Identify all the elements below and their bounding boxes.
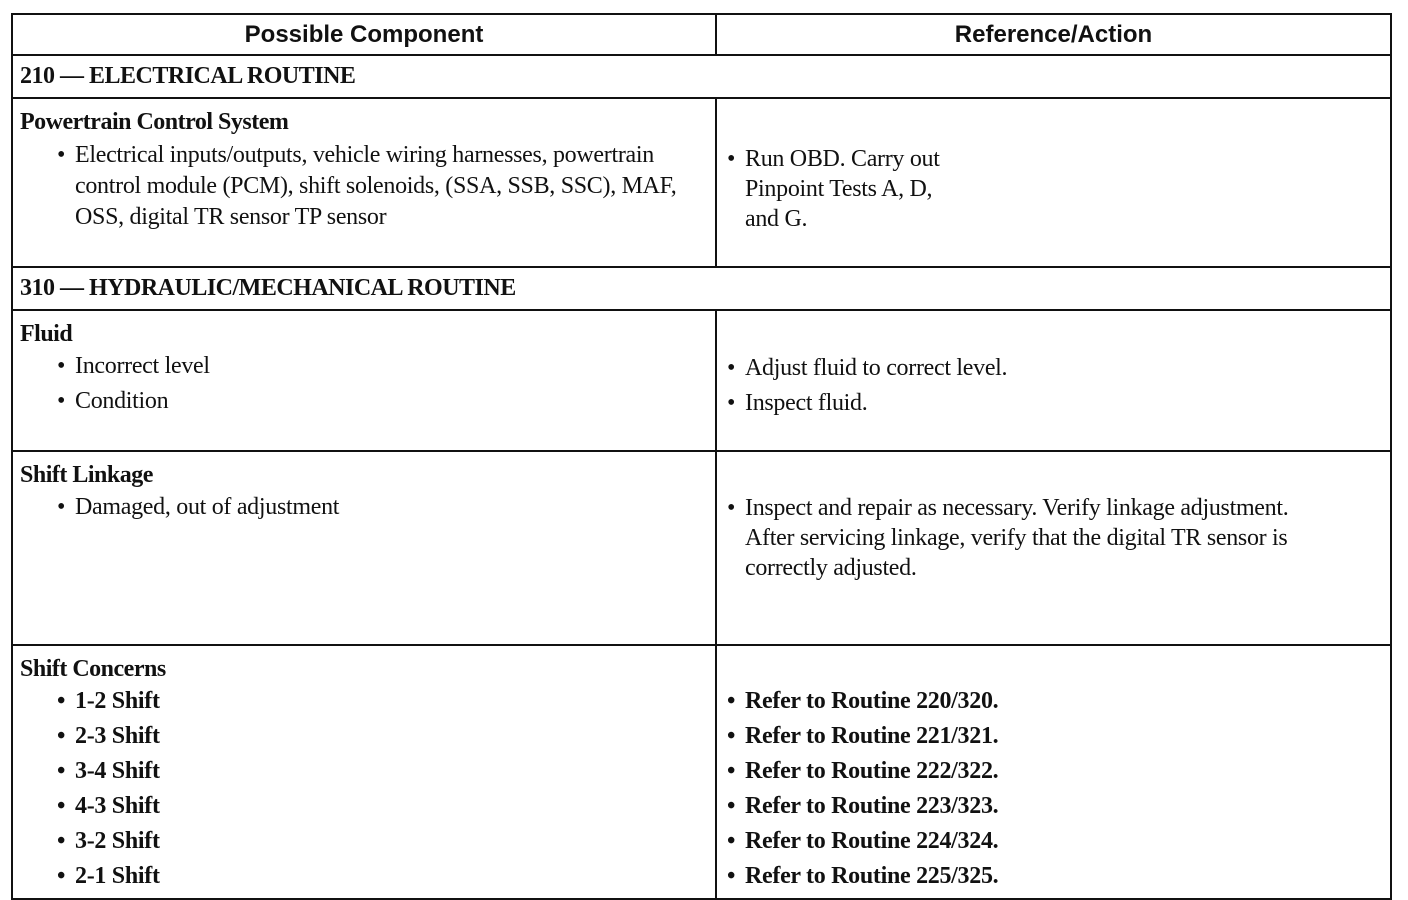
list-item: • 3-4 Shift — [13, 754, 715, 789]
component-heading: Shift Concerns — [20, 656, 166, 682]
bullet-icon: • — [57, 723, 66, 749]
component-heading: Fluid — [20, 321, 73, 347]
list-item: • Refer to Routine 224/324. — [717, 824, 1390, 859]
list-item: • Run OBD. Carry out Pinpoint Tests A, D, and G. — [727, 146, 940, 232]
action-cell — [716, 98, 1391, 267]
list-item: • Refer to Routine 225/325. — [717, 859, 1390, 894]
bullet-icon: • — [57, 793, 66, 819]
list-item: • 1-2 Shift — [13, 684, 715, 719]
bullet-icon: • — [727, 828, 736, 854]
list-item: • Damaged, out of adjustment — [13, 490, 715, 525]
bullet-icon: • — [727, 355, 736, 381]
list-item: • Adjust fluid to correct level. — [717, 351, 1390, 386]
section-row-hydraulic-mechanical — [12, 267, 1391, 310]
list-item: • Refer to Routine 220/320. — [717, 684, 1390, 719]
component-cell — [12, 451, 716, 645]
table-row — [12, 645, 1391, 899]
column-header-possible-component: Possible Component — [12, 14, 716, 55]
diagnosis-table — [11, 13, 1392, 900]
bullet-icon: • — [57, 142, 66, 168]
bullet-icon: • — [727, 390, 736, 416]
list-item: • Inspect fluid. — [717, 386, 1390, 421]
bullet-icon: • — [57, 863, 66, 889]
section-title: 210 — ELECTRICAL ROUTINE — [12, 55, 1391, 98]
bullet-icon: • — [727, 723, 736, 749]
section-title: 310 — HYDRAULIC/MECHANICAL ROUTINE — [12, 267, 1391, 310]
list-item: • Incorrect level — [13, 349, 715, 384]
list-item: • Refer to Routine 222/322. — [717, 754, 1390, 789]
component-cell — [12, 310, 716, 451]
bullet-icon: • — [727, 146, 736, 172]
list-item: • Refer to Routine 223/323. — [717, 789, 1390, 824]
bullet-icon: • — [727, 758, 736, 784]
table-row — [12, 310, 1391, 451]
bullet-icon: • — [727, 863, 736, 889]
table-row — [12, 451, 1391, 645]
bullet-icon: • — [57, 688, 66, 714]
section-row-electrical — [12, 55, 1391, 98]
list-item: • Condition — [13, 384, 715, 419]
component-cell — [12, 645, 716, 899]
action-cell — [716, 645, 1391, 899]
action-cell — [716, 310, 1391, 451]
bullet-icon: • — [57, 494, 66, 520]
table-row — [12, 98, 1391, 267]
list-item: • Refer to Routine 221/321. — [717, 719, 1390, 754]
bullet-icon: • — [57, 353, 66, 379]
component-heading: Powertrain Control System — [20, 109, 289, 135]
list-item: • 2-3 Shift — [13, 719, 715, 754]
list-item: • 2-1 Shift — [13, 859, 715, 894]
column-header-reference-action: Reference/Action — [716, 14, 1391, 55]
bullet-icon: • — [57, 758, 66, 784]
list-item: • 3-2 Shift — [13, 824, 715, 859]
list-item: • Electrical inputs/outputs, vehicle wiring harnesses, powertrain control module (PCM), shift solenoids, (SSA, SSB, SSC), MAF, OSS, digital TR sensor TP sensor — [57, 142, 677, 230]
component-cell — [12, 98, 716, 267]
bullet-icon: • — [57, 388, 66, 414]
bullet-icon: • — [57, 828, 66, 854]
list-item: • 4-3 Shift — [13, 789, 715, 824]
bullet-icon: • — [727, 793, 736, 819]
component-heading: Shift Linkage — [20, 462, 153, 488]
table-header-row — [12, 14, 1391, 55]
diagnosis-table-document — [11, 13, 1392, 900]
list-item: • Inspect and repair as necessary. Verify linkage adjustment. After servicing linkage, verify that the digital TR sensor is correctly adjusted. — [727, 495, 1289, 581]
action-cell — [716, 451, 1391, 645]
bullet-icon: • — [727, 495, 736, 521]
bullet-icon: • — [727, 688, 736, 714]
